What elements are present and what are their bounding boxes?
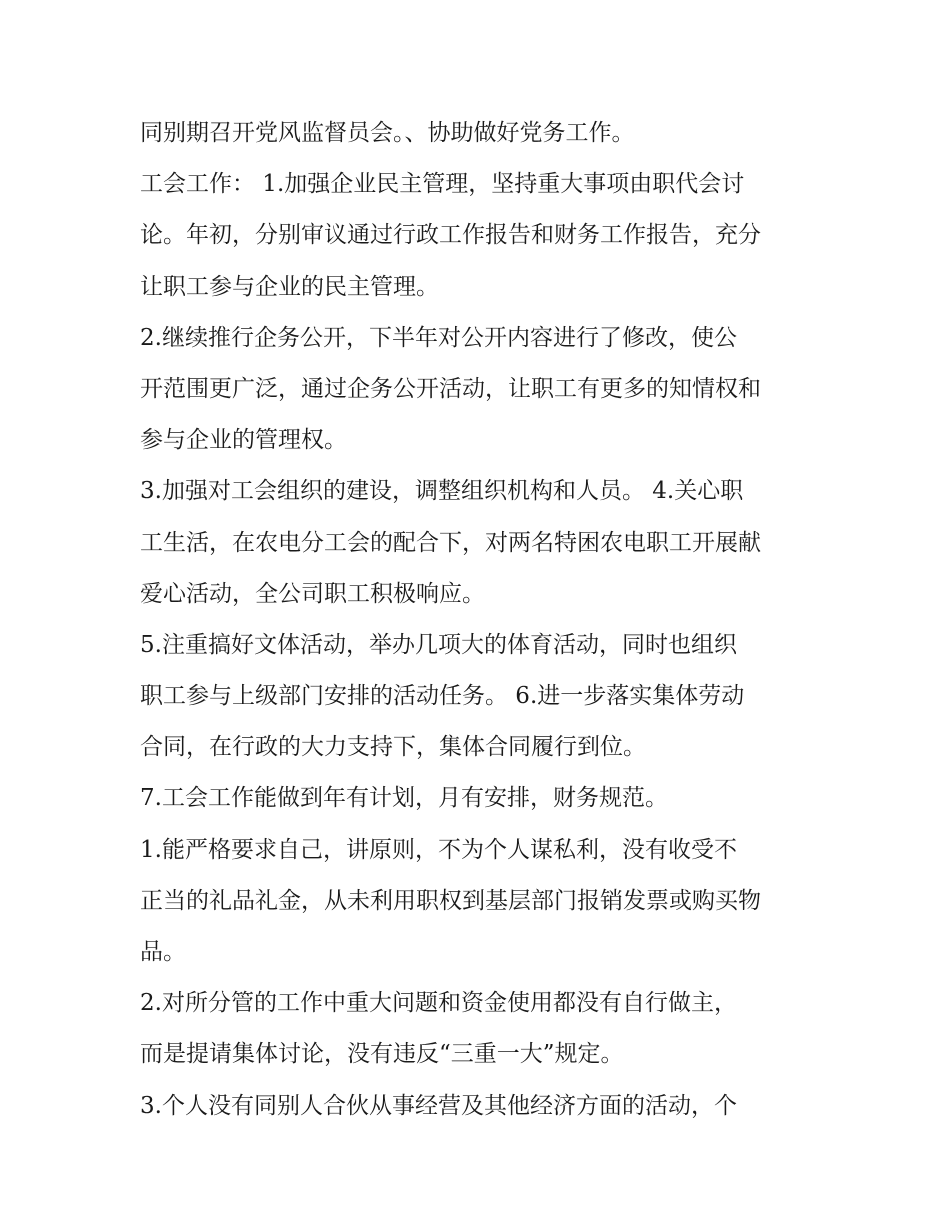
text-line: 品。 [140,939,186,965]
text-line: 开范围更广泛，通过企务公开活动，让职工有更多的知情权和 [140,375,761,402]
body-text [140,108,820,1132]
text-line: 同别期召开党风监督员会。、协助做好党务工作。 [140,120,635,146]
text-line: 合同，在行政的大力支持下，集体合同履行到位。 [140,734,646,761]
text-line: 职工参与上级部门安排的活动任务。 6.进一步落实集体劳动 [140,683,745,710]
text-line: 3.个人没有同别人合伙从事经营及其他经济方面的活动，个 [140,1092,737,1119]
text-line: 爱心活动，全公司职工积极响应。 [140,580,485,607]
text-line: 让职工参与企业的民主管理。 [140,273,439,300]
text-line: 1.能严格要求自己，讲原则，不为个人谋私利，没有收受不 [140,836,737,863]
text-line: 正当的礼品礼金，从未利用职权到基层部门报销发票或购买物 [140,887,761,914]
text-line: 工会工作： 1.加强企业民主管理，坚持重大事项由职代会讨 [140,171,745,198]
text-line: 7.工会工作能做到年有计划，月有安排，财务规范。 [140,785,668,812]
text-line: 5.注重搞好文体活动，举办几项大的体育活动，同时也组织 [140,631,737,658]
text-line: 参与企业的管理权。 [140,427,347,454]
text-line: 2.对所分管的工作中重大问题和资金使用都没有自行做主， [140,990,737,1017]
text-line: 2.继续推行企务公开，下半年对公开内容进行了修改，使公 [140,324,737,351]
text-line: 工生活，在农电分工会的配合下，对两名特困农电职工开展献 [140,529,761,556]
text-line: 论。年初，分别审议通过行政工作报告和财务工作报告，充分 [140,222,761,249]
text-line: 而是提请集体讨论，没有违反“三重一大”规定。 [140,1041,624,1068]
text-line: 3.加强对工会组织的建设，调整组织机构和人员。 4.关心职 [140,478,744,505]
